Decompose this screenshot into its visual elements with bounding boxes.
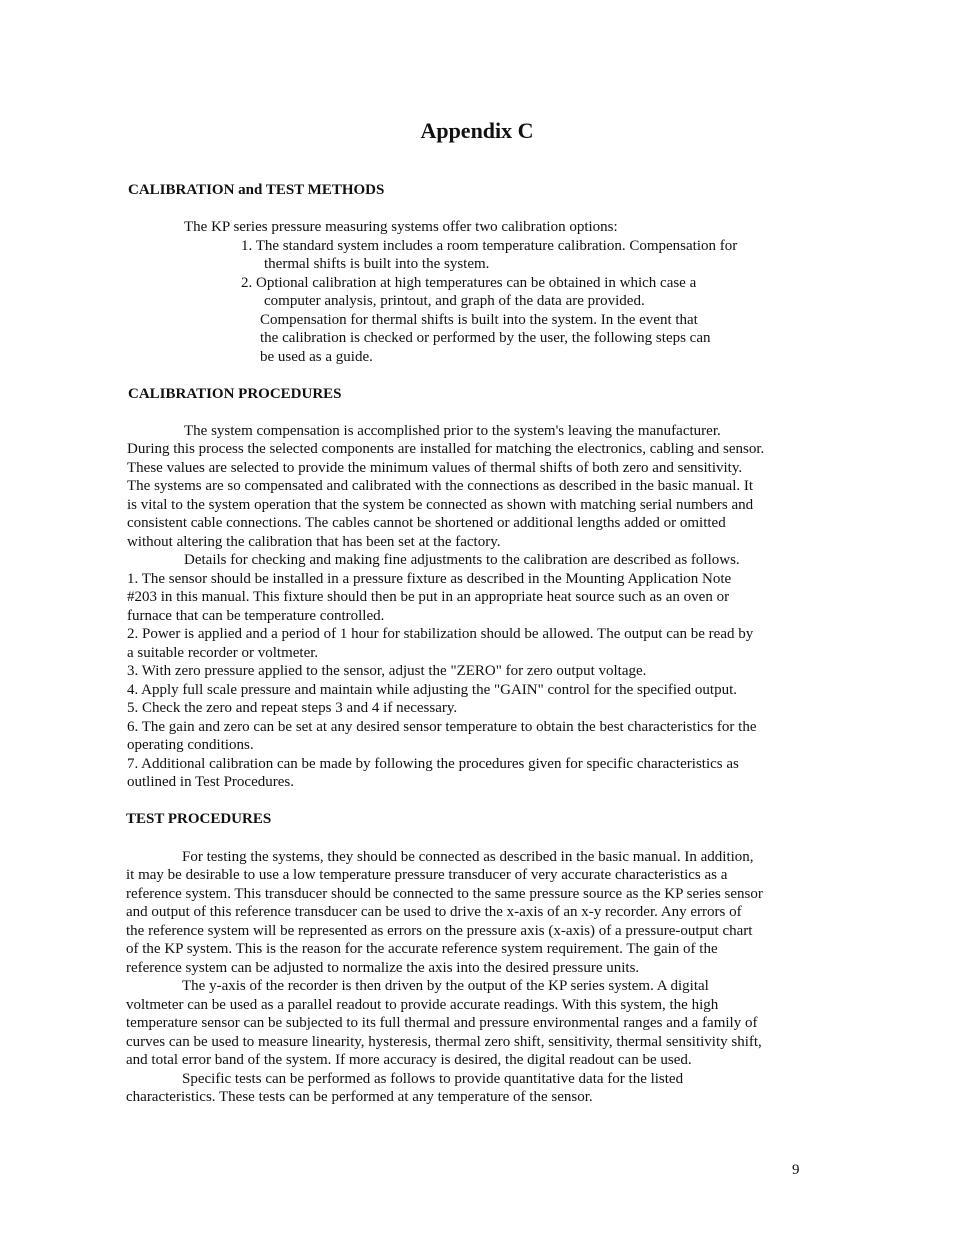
option-2-line-1: 2. Optional calibration at high temperatures can be obtained in which case a — [241, 275, 697, 291]
calibration-procedures-line: The systems are so compensated and calibrated with the connections as described in the basic manual. It — [127, 478, 754, 494]
section-heading-calibration-test-methods: CALIBRATION and TEST METHODS — [128, 182, 385, 198]
calibration-procedures-line: Details for checking and making fine adjustments to the calibration are described as follows. — [184, 552, 740, 568]
option-2-line-5: be used as a guide. — [260, 349, 373, 365]
test-procedures-line: reference system can be adjusted to normalize the axis into the desired pressure units. — [126, 960, 640, 976]
calibration-step-4-line: 4. Apply full scale pressure and maintain while adjusting the "GAIN" control for the specified output. — [127, 682, 738, 698]
calibration-step-1-line: 1. The sensor should be installed in a pressure fixture as described in the Mounting Application Note — [127, 571, 732, 587]
page-number: 9 — [792, 1162, 800, 1178]
test-procedures-line: characteristics. These tests can be performed at any temperature of the sensor. — [126, 1089, 593, 1105]
test-procedures-line: The y-axis of the recorder is then driven by the output of the KP series system. A digital — [182, 978, 709, 994]
calibration-procedures-line: These values are selected to provide the minimum values of thermal shifts of both zero and sensitivity. — [127, 460, 743, 476]
section-heading-calibration-procedures: CALIBRATION PROCEDURES — [128, 386, 342, 402]
test-procedures-line: reference system. This transducer should be connected to the same pressure source as the KP series sensor — [126, 886, 763, 902]
test-procedures-line: curves can be used to measure linearity, hysteresis, thermal zero shift, sensitivity, thermal sensitivity shift, — [126, 1034, 762, 1050]
test-procedures-line: voltmeter can be used as a parallel readout to provide accurate readings. With this system, the high — [126, 997, 719, 1013]
calibration-step-2-line: a suitable recorder or voltmeter. — [127, 645, 319, 661]
calibration-step-6-line: 6. The gain and zero can be set at any desired sensor temperature to obtain the best characteristics for the — [127, 719, 757, 735]
test-procedures-line: and total error band of the system. If more accuracy is desired, the digital readout can be used. — [126, 1052, 692, 1068]
calibration-step-7-line: 7. Additional calibration can be made by following the procedures given for specific characteristics as — [127, 756, 739, 772]
option-2-line-4: the calibration is checked or performed by the user, the following steps can — [260, 330, 711, 346]
section-heading-test-procedures: TEST PROCEDURES — [126, 811, 272, 827]
test-procedures-line: temperature sensor can be subjected to its full thermal and pressure environmental ranges and a family of — [126, 1015, 758, 1031]
calibration-step-2-line: 2. Power is applied and a period of 1 hour for stabilization should be allowed. The output can be read by — [127, 626, 754, 642]
calibration-step-3-line: 3. With zero pressure applied to the sensor, adjust the "ZERO" for zero output voltage. — [127, 663, 647, 679]
calibration-procedures-line: The system compensation is accomplished prior to the system's leaving the manufacturer. — [184, 423, 721, 439]
option-2-line-3: Compensation for thermal shifts is built into the system. In the event that — [260, 312, 698, 328]
calibration-step-5-line: 5. Check the zero and repeat steps 3 and 4 if necessary. — [127, 700, 458, 716]
test-procedures-line: it may be desirable to use a low temperature pressure transducer of very accurate characteristics as a — [126, 867, 728, 883]
test-procedures-line: and output of this reference transducer can be used to drive the x-axis of an x-y recorder. Any errors of — [126, 904, 742, 920]
test-procedures-line: Specific tests can be performed as follows to provide quantitative data for the listed — [182, 1071, 684, 1087]
option-1-line-1: 1. The standard system includes a room temperature calibration. Compensation for — [241, 238, 738, 254]
calibration-step-1-line: #203 in this manual. This fixture should then be put in an appropriate heat source such as an oven or — [127, 589, 730, 605]
calibration-procedures-line: without altering the calibration that has been set at the factory. — [127, 534, 501, 550]
calibration-procedures-line: is vital to the system operation that the system be connected as shown with matching serial numbers and — [127, 497, 754, 513]
calibration-step-7-line: outlined in Test Procedures. — [127, 774, 294, 790]
test-procedures-line: the reference system will be represented as errors on the pressure axis (x-axis) of a pressure-output chart — [126, 923, 753, 939]
test-procedures-line: For testing the systems, they should be connected as described in the basic manual. In addition, — [182, 849, 754, 865]
calibration-step-6-line: operating conditions. — [127, 737, 254, 753]
option-2-line-2: computer analysis, printout, and graph of the data are provided. — [264, 293, 645, 309]
test-procedures-line: of the KP system. This is the reason for the accurate reference system requirement. The gain of the — [126, 941, 718, 957]
page-title: Appendix C — [420, 118, 534, 143]
calibration-procedures-line: consistent cable connections. The cables cannot be shortened or additional lengths added or omitted — [127, 515, 726, 531]
option-1-line-2: thermal shifts is built into the system. — [264, 256, 490, 272]
calibration-procedures-line: During this process the selected components are installed for matching the electronics, cabling and sensor. — [127, 441, 765, 457]
calibration-step-1-line: furnace that can be temperature controlled. — [127, 608, 385, 624]
intro-line: The KP series pressure measuring systems offer two calibration options: — [184, 219, 618, 235]
